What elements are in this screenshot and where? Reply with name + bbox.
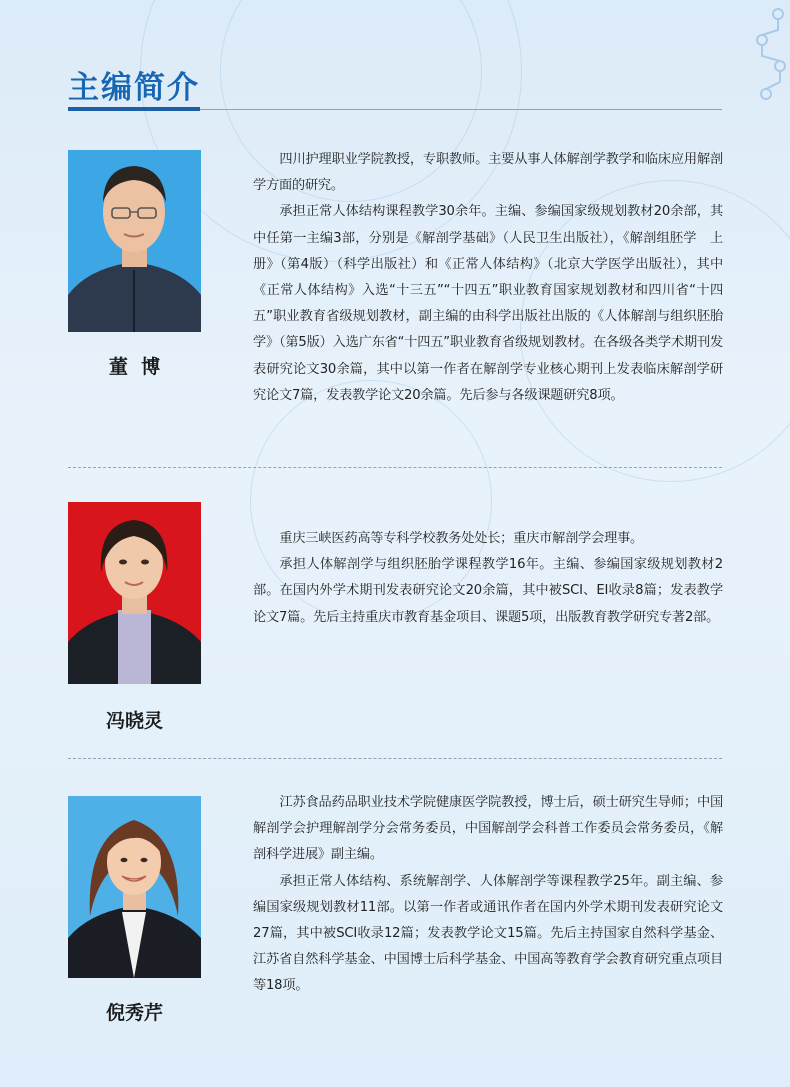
editor-photo — [68, 150, 201, 332]
section-divider — [68, 758, 722, 759]
editor-name: 冯晓灵 — [105, 710, 163, 732]
page-title: 主编简介 — [68, 70, 200, 106]
bio-paragraph: 承担人体解剖学与组织胚胎学课程教学16年。主编、参编国家级规划教材2部。在国内外学术期刊发表研究论文20余篇，其中被SCI、EI收录8篇；发表教学论文7篇。先后主持重庆市教育基金项目、课题5项，出版教育教学研究专著2部。 — [253, 557, 723, 625]
bio-paragraph: 承担正常人体结构课程教学30余年。主编、参编国家级规划教材20余部，其中任第一主编3部，分别是《解剖学基础》（人民卫生出版社），《解剖组胚学 上册》（第4版）（科学出版社）和《正常人体结构》（北京大学医学出版社），其中《正常人体结构》入选“十三五”“十四五”职业教育国家规划教材和四川省“十四五”职业教育省级规划教材，副主编的由科学出版社出版的《人体解剖与组织胚胎学》（第5版）入选广东省“十四五”职业教育省级规划教材。在各级各类学术期刊发表研究论文30余篇，其中以第一作者在解剖学专业核心期刊上发表临床解剖学研究论文7篇，发表教学论文20余篇。先后参与各级课题研究8项。 — [253, 204, 723, 403]
editor-name: 董 博 — [108, 356, 161, 378]
bio-paragraph: 四川护理职业学院教授，专职教师。主要从事人体解剖学教学和临床应用解剖学方面的研究。 — [253, 152, 723, 194]
editor-name: 倪秀芹 — [105, 1002, 163, 1024]
title-rule — [200, 109, 722, 110]
section-divider — [68, 467, 722, 468]
editor-bio — [253, 147, 723, 409]
editor-bio — [253, 526, 723, 631]
editor-bio — [253, 790, 723, 1000]
editor-profile — [68, 502, 722, 742]
bio-paragraph: 承担正常人体结构、系统解剖学、人体解剖学等课程教学25年。副主编、参编国家级规划教材11部。以第一作者或通讯作者在国内外学术期刊发表研究论文27篇，其中被SCI收录12篇；发表教学论文15篇。先后主持国家自然科学基金、江苏省自然科学基金、中国博士后科学基金、中国高等教育学会教育研究重点项目等18项。 — [253, 873, 723, 994]
portrait-image — [68, 796, 201, 978]
bio-paragraph: 重庆三峡医药高等专科学校教务处处长；重庆市解剖学会理事。 — [279, 531, 644, 546]
editor-profile — [68, 150, 722, 450]
bio-paragraph: 江苏食品药品职业技术学院健康医学院教授，博士后，硕士研究生导师；中国解剖学会护理解剖学分会常务委员，中国解剖学会科普工作委员会常务委员，《解剖科学进展》副主编。 — [253, 795, 723, 863]
title-underline-accent — [68, 107, 200, 111]
portrait-image — [68, 150, 201, 332]
editor-profile — [68, 796, 722, 1036]
editor-photo — [68, 796, 201, 978]
circuit-decoration-icon — [740, 0, 790, 110]
editor-photo — [68, 502, 201, 684]
portrait-image — [68, 502, 201, 684]
